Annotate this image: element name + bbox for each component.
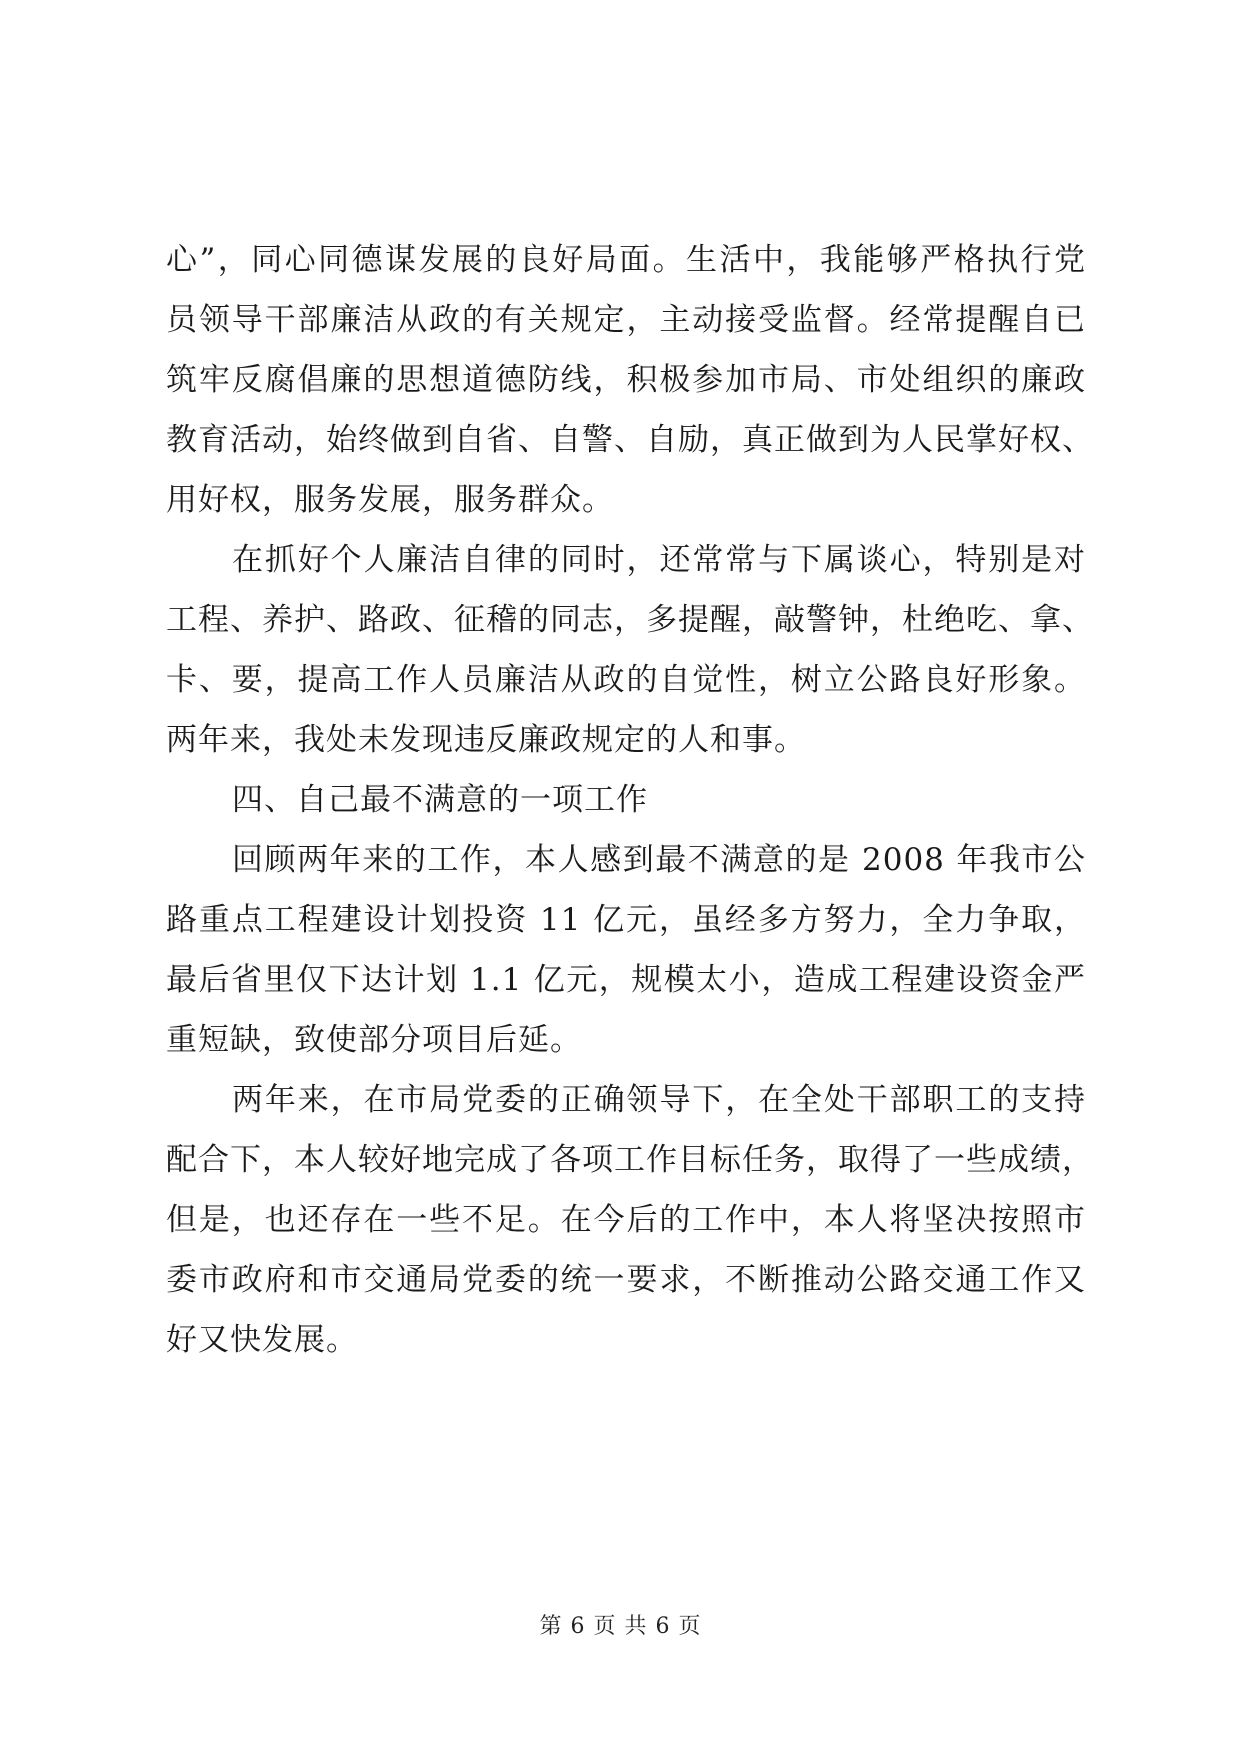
text-line: 工程、养护、路政、征稽的同志，多提醒，敲警钟，杜绝吃、拿、 xyxy=(166,602,1094,638)
text-line: 心”，同心同德谋发展的良好局面。生活中，我能够严格执行党 xyxy=(166,242,1086,278)
text-line: 委市政府和市交通局党委的统一要求，不断推动公路交通工作又 xyxy=(166,1262,1086,1298)
text-line: 回顾两年来的工作，本人感到最不满意的是 2008 年我市公 xyxy=(232,842,1086,878)
text-line: 卡、要，提高工作人员廉洁从政的自觉性，树立公路良好形象。 xyxy=(166,662,1086,698)
text-line: 两年来，在市局党委的正确领导下，在全处干部职工的支持 xyxy=(232,1082,1086,1118)
text-line: 教育活动，始终做到自省、自警、自励，真正做到为人民掌好权、 xyxy=(166,422,1094,458)
page-number: 第 6 页 共 6 页 xyxy=(539,1614,702,1639)
text-line: 好又快发展。 xyxy=(166,1322,358,1358)
text-line: 两年来，我处未发现违反廉政规定的人和事。 xyxy=(166,722,806,758)
text-line: 在抓好个人廉洁自律的同时，还常常与下属谈心，特别是对 xyxy=(232,542,1086,578)
text-line: 但是，也还存在一些不足。在今后的工作中，本人将坚决按照市 xyxy=(166,1202,1086,1238)
section-heading: 四、自己最不满意的一项工作 xyxy=(232,782,648,818)
text-line: 最后省里仅下达计划 1.1 亿元，规模太小，造成工程建设资金严 xyxy=(166,962,1086,998)
text-line: 重短缺，致使部分项目后延。 xyxy=(166,1022,582,1058)
page-footer xyxy=(0,1612,1241,1642)
document-body xyxy=(166,230,1094,1370)
text-line: 用好权，服务发展，服务群众。 xyxy=(166,482,614,518)
text-line: 筑牢反腐倡廉的思想道德防线，积极参加市局、市处组织的廉政 xyxy=(166,362,1086,398)
text-line: 路重点工程建设计划投资 11 亿元，虽经多方努力，全力争取， xyxy=(166,902,1086,938)
text-line: 员领导干部廉洁从政的有关规定，主动接受监督。经常提醒自已 xyxy=(166,302,1086,338)
text-line: 配合下，本人较好地完成了各项工作目标任务，取得了一些成绩， xyxy=(166,1142,1094,1178)
